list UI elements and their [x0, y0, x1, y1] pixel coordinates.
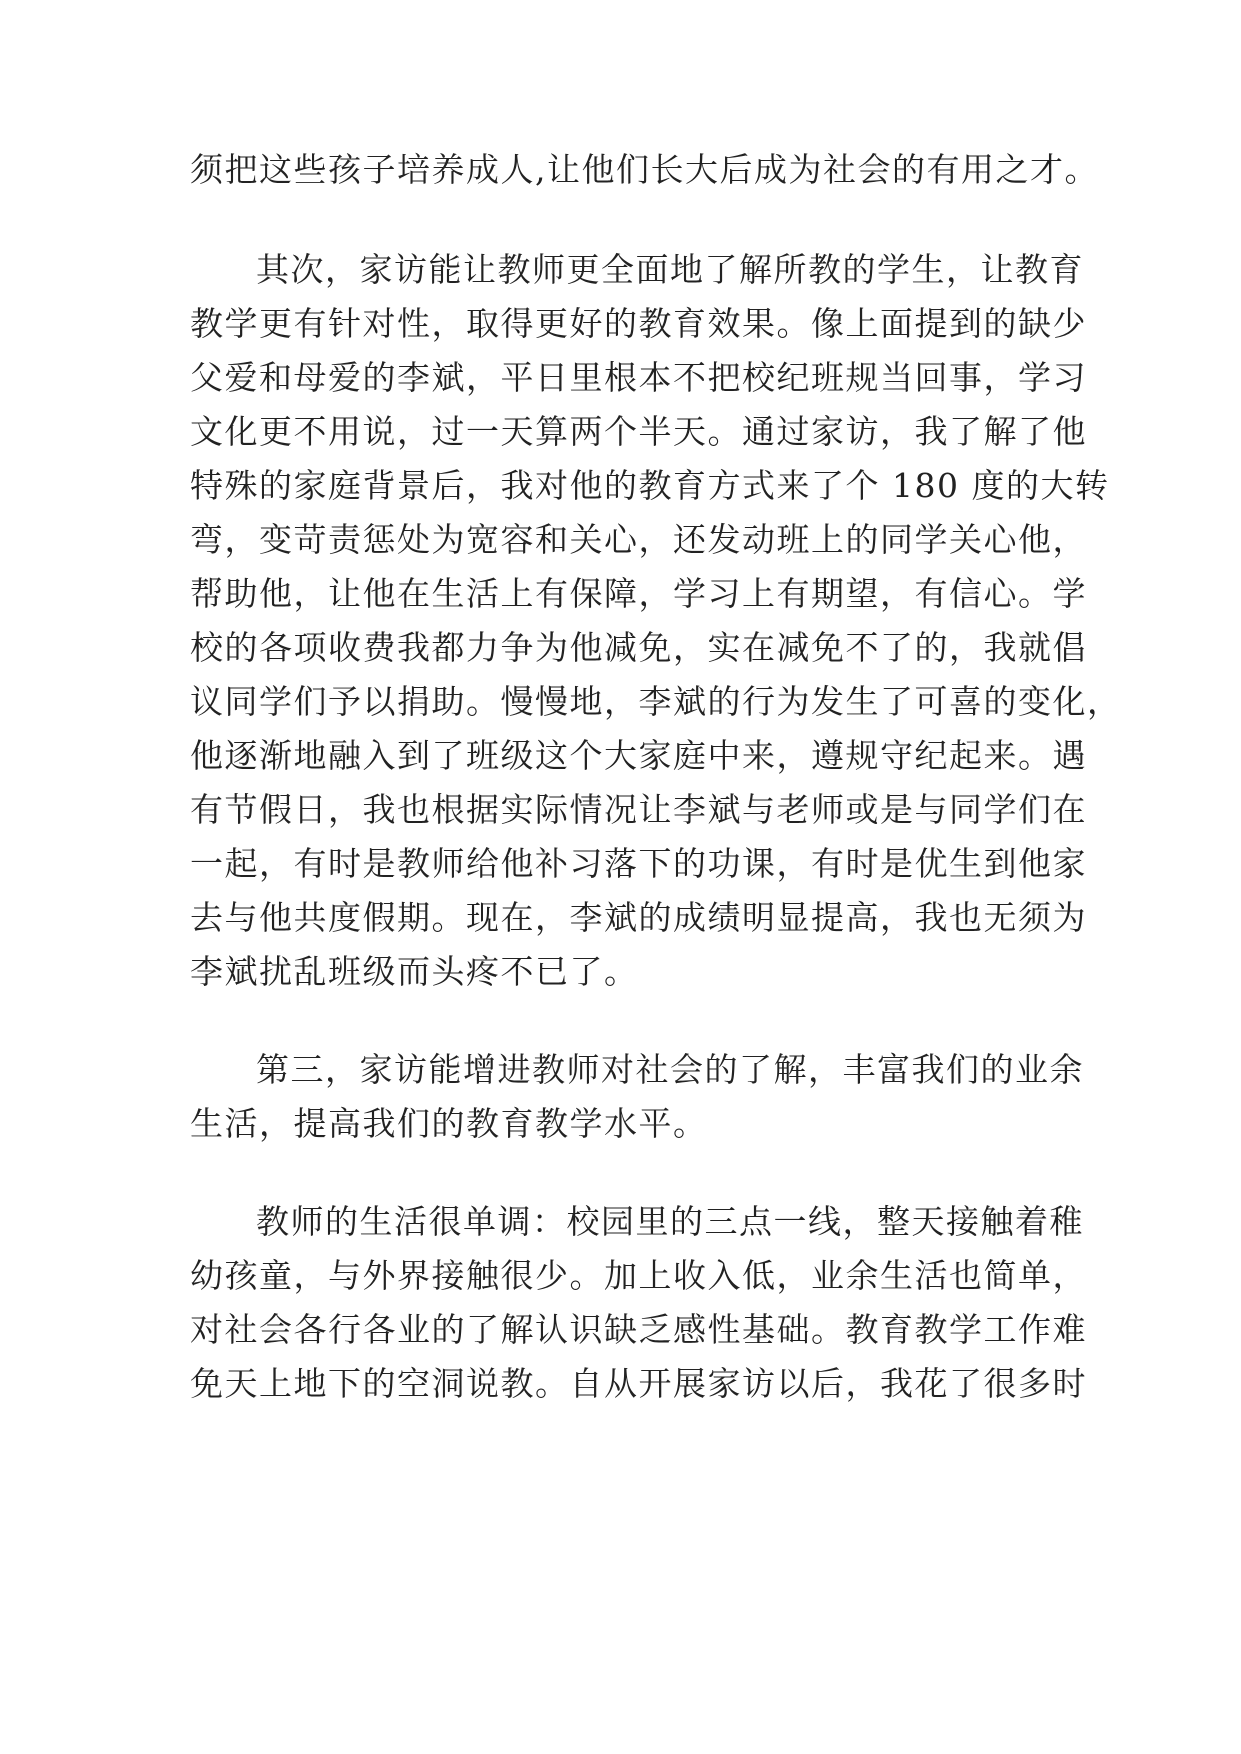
paragraph-line: 弯，变苛责惩处为宽容和关心，还发动班上的同学关心他， — [190, 520, 1087, 559]
paragraph-line: 一起，有时是教师给他补习落下的功课，有时是优生到他家 — [190, 844, 1087, 883]
paragraph-line: 帮助他，让他在生活上有保障，学习上有期望，有信心。学 — [190, 574, 1087, 613]
paragraph-line: 有节假日，我也根据实际情况让李斌与老师或是与同学们在 — [190, 790, 1087, 829]
paragraph-line: 幼孩童，与外界接触很少。加上收入低，业余生活也简单， — [190, 1256, 1087, 1295]
paragraph-line: 其次，家访能让教师更全面地了解所教的学生，让教育 — [256, 250, 1084, 289]
paragraph-line: 去与他共度假期。现在，李斌的成绩明显提高，我也无须为 — [190, 898, 1087, 937]
paragraph-line: 议同学们予以捐助。慢慢地，李斌的行为发生了可喜的变化， — [190, 682, 1122, 721]
paragraph-line: 须把这些孩子培养成人,让他们长大后成为社会的有用之才。 — [190, 150, 1099, 189]
paragraph-line: 李斌扰乱班级而头疼不已了。 — [190, 952, 639, 991]
paragraph-line: 教学更有针对性，取得更好的教育效果。像上面提到的缺少 — [190, 304, 1087, 343]
paragraph-line: 对社会各行各业的了解认识缺乏感性基础。教育教学工作难 — [190, 1310, 1087, 1349]
paragraph-line: 文化更不用说，过一天算两个半天。通过家访，我了解了他 — [190, 412, 1087, 451]
paragraph-line: 校的各项收费我都力争为他减免，实在减免不了的，我就倡 — [190, 628, 1087, 667]
paragraph-line: 第三，家访能增进教师对社会的了解，丰富我们的业余 — [256, 1050, 1084, 1089]
paragraph-line: 父爱和母爱的李斌，平日里根本不把校纪班规当回事，学习 — [190, 358, 1087, 397]
paragraph-line: 教师的生活很单调：校园里的三点一线，整天接触着稚 — [256, 1202, 1084, 1241]
paragraph-line: 免天上地下的空洞说教。自从开展家访以后，我花了很多时 — [190, 1364, 1087, 1403]
paragraph-line: 特殊的家庭背景后，我对他的教育方式来了个 180 度的大转 — [190, 466, 1110, 505]
paragraph-line: 他逐渐地融入到了班级这个大家庭中来，遵规守纪起来。遇 — [190, 736, 1087, 775]
paragraph-line: 生活，提高我们的教育教学水平。 — [190, 1104, 708, 1143]
